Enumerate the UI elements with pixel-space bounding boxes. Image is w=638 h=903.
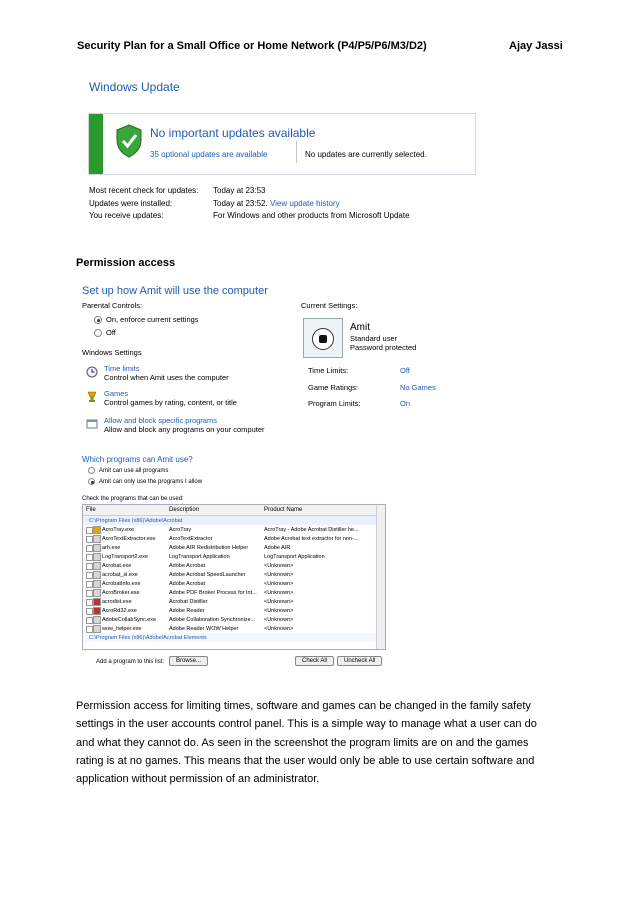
program-product-name: <Unknown> bbox=[264, 607, 294, 614]
program-description: Adobe Reader bbox=[169, 607, 205, 614]
table-row[interactable] bbox=[83, 624, 385, 633]
radio-icon[interactable] bbox=[88, 467, 95, 474]
selection-status: No updates are currently selected. bbox=[305, 150, 427, 159]
radio-icon[interactable] bbox=[94, 329, 102, 337]
program-file-icon bbox=[93, 544, 101, 552]
soccer-ball-icon bbox=[312, 328, 334, 350]
program-file-name: AcroTray.exe bbox=[102, 526, 135, 533]
program-product-name: LogTransport Application bbox=[264, 553, 325, 560]
option-label: Off bbox=[106, 328, 116, 337]
games-link[interactable]: Games bbox=[104, 389, 129, 398]
program-product-name: Adobe AIR bbox=[264, 544, 291, 551]
program-file-icon bbox=[93, 607, 101, 615]
info-value: For Windows and other products from Microsoft Update bbox=[213, 211, 410, 220]
program-file-name: AcrobatInfo.exe bbox=[102, 580, 141, 587]
program-product-name: AcroTray - Adobe Acrobat Distiller he... bbox=[264, 526, 359, 533]
table-row[interactable] bbox=[83, 615, 385, 624]
games-icon bbox=[86, 391, 98, 403]
program-file-icon bbox=[93, 553, 101, 561]
user-name: Amit bbox=[350, 322, 370, 333]
info-value: Today at 23:52. bbox=[213, 199, 268, 208]
table-row[interactable] bbox=[83, 597, 385, 606]
table-row[interactable] bbox=[83, 588, 385, 597]
body-paragraph: Permission access for limiting times, software and games can be changed in the family safety settings in the user accounts control panel. This is a simple way to manage what a user can do and what they cannot do. As seen in the screenshot the program limits are on and the games rating is at no games. This means that the user would only be able to use certain software and application without permission of an administrator. bbox=[76, 700, 537, 786]
program-file-icon bbox=[93, 598, 101, 606]
user-password-status: Password protected bbox=[350, 343, 417, 352]
browse-button[interactable]: Browse... bbox=[169, 656, 208, 666]
column-header-product[interactable]: Product Name bbox=[264, 507, 303, 513]
info-value: Today at 23:53 bbox=[213, 186, 266, 195]
table-row[interactable] bbox=[83, 525, 385, 534]
current-settings-label: Current Settings: bbox=[301, 301, 358, 310]
table-row[interactable] bbox=[83, 570, 385, 579]
program-description: Acrobat Distiller bbox=[169, 598, 208, 605]
program-checkbox[interactable] bbox=[86, 536, 93, 543]
time-limits-setting-value: Off bbox=[400, 366, 410, 375]
parental-on-option[interactable] bbox=[94, 315, 199, 324]
table-header bbox=[83, 505, 385, 516]
table-row[interactable] bbox=[83, 579, 385, 588]
info-row-installed bbox=[89, 199, 340, 208]
table-row[interactable] bbox=[83, 534, 385, 543]
program-file-name: acrodist.exe bbox=[102, 598, 132, 605]
uncheck-all-button[interactable]: Uncheck All bbox=[337, 656, 382, 666]
program-checkbox[interactable] bbox=[86, 617, 93, 624]
allow-block-programs-desc: Allow and block any programs on your computer bbox=[104, 425, 265, 434]
folder-row bbox=[83, 633, 385, 642]
column-header-file[interactable]: File bbox=[86, 507, 96, 513]
program-checkbox[interactable] bbox=[86, 599, 93, 606]
program-file-name: AcroBroker.exe bbox=[102, 589, 140, 596]
program-description: AcroTextExtractor bbox=[169, 535, 213, 542]
user-type: Standard user bbox=[350, 334, 398, 343]
author-name: Ajay Jassi bbox=[509, 40, 563, 52]
add-program-label: Add a program to this list: bbox=[96, 659, 165, 665]
game-ratings-setting-value: No Games bbox=[400, 383, 436, 392]
program-file-name: arh.exe bbox=[102, 544, 121, 551]
folder-path: C:\Program Files (x86)\Adobe\Acrobat Elements bbox=[89, 634, 207, 641]
program-checkbox[interactable] bbox=[86, 581, 93, 588]
game-ratings-setting-label: Game Ratings: bbox=[308, 383, 359, 392]
program-checkbox[interactable] bbox=[86, 545, 93, 552]
folder-row bbox=[83, 516, 385, 525]
info-row-receive bbox=[89, 211, 410, 220]
option-label: On, enforce current settings bbox=[106, 315, 199, 324]
program-limits-setting-label: Program Limits: bbox=[308, 399, 361, 408]
info-label: Most recent check for updates: bbox=[89, 186, 199, 195]
program-description: Adobe Acrobat SpeedLauncher bbox=[169, 571, 246, 578]
allow-all-option[interactable] bbox=[88, 467, 168, 474]
program-file-name: acrobat_sl.exe bbox=[102, 571, 138, 578]
program-product-name: <Unknown> bbox=[264, 580, 294, 587]
program-description: Adobe Reader WOW Helper bbox=[169, 625, 239, 632]
program-file-icon bbox=[93, 571, 101, 579]
program-product-name: <Unknown> bbox=[264, 571, 294, 578]
table-row[interactable] bbox=[83, 543, 385, 552]
radio-selected-icon[interactable] bbox=[88, 478, 95, 485]
program-description: Adobe PDF Broker Process for Int... bbox=[169, 589, 257, 596]
time-limits-setting-label: Time Limits: bbox=[308, 366, 349, 375]
check-programs-label: Check the programs that can be used: bbox=[82, 496, 184, 502]
program-checkbox[interactable] bbox=[86, 626, 93, 633]
program-product-name: <Unknown> bbox=[264, 598, 294, 605]
programs-icon bbox=[86, 418, 98, 430]
parental-off-option[interactable] bbox=[94, 328, 116, 337]
program-product-name: <Unknown> bbox=[264, 616, 294, 623]
program-description: AcroTray bbox=[169, 526, 192, 533]
option-label: Amit can use all programs bbox=[99, 468, 169, 475]
table-scrollbar[interactable] bbox=[376, 505, 385, 649]
table-row[interactable] bbox=[83, 552, 385, 561]
program-checkbox[interactable] bbox=[86, 608, 93, 615]
program-description: Adobe Acrobat bbox=[169, 580, 206, 587]
program-checkbox[interactable] bbox=[86, 554, 93, 561]
program-file-name: LogTransport2.exe bbox=[102, 553, 148, 560]
program-checkbox[interactable] bbox=[86, 572, 93, 579]
program-file-icon bbox=[93, 616, 101, 624]
programs-table bbox=[82, 504, 386, 650]
program-product-name: <Unknown> bbox=[264, 625, 294, 632]
document-title: Security Plan for a Small Office or Home Network (P4/P5/P6/M3/D2) bbox=[77, 40, 427, 52]
program-checkbox[interactable] bbox=[86, 563, 93, 570]
folder-path: C:\Program Files (x86)\Adobe\Acrobat bbox=[89, 517, 183, 524]
table-row[interactable] bbox=[83, 606, 385, 615]
program-checkbox[interactable] bbox=[86, 590, 93, 597]
view-update-history-link[interactable]: View update history bbox=[269, 199, 340, 208]
shield-check-icon bbox=[115, 124, 143, 158]
windows-settings-label: Windows Settings bbox=[82, 348, 142, 357]
program-file-name: AcroRd32.exe bbox=[102, 607, 137, 614]
programs-question: Which programs can Amit use? bbox=[82, 455, 193, 464]
program-file-name: AcroTextExtractor.exe bbox=[102, 535, 156, 542]
program-file-icon bbox=[93, 535, 101, 543]
radio-selected-icon[interactable] bbox=[94, 316, 102, 324]
program-description: Adobe Acrobat bbox=[169, 562, 206, 569]
family-safety-title: Set up how Amit will use the computer bbox=[82, 285, 268, 297]
games-desc: Control games by rating, content, or title bbox=[104, 398, 237, 407]
program-product-name: Adobe Acrobat text extractor for non-... bbox=[264, 535, 359, 542]
time-limits-desc: Control when Amit uses the computer bbox=[104, 373, 229, 382]
program-file-icon bbox=[93, 580, 101, 588]
program-rows bbox=[83, 525, 385, 633]
section-heading: Permission access bbox=[76, 257, 176, 269]
allow-block-programs-link[interactable]: Allow and block specific programs bbox=[104, 416, 217, 425]
option-label: Amit can only use the programs I allow bbox=[99, 479, 203, 486]
avatar bbox=[303, 318, 343, 358]
info-label: Updates were installed: bbox=[89, 199, 173, 208]
allow-selected-option[interactable] bbox=[88, 478, 202, 485]
program-checkbox[interactable] bbox=[86, 527, 93, 534]
table-row[interactable] bbox=[83, 561, 385, 570]
program-description: LogTransport Application bbox=[169, 553, 230, 560]
program-product-name: <Unknown> bbox=[264, 562, 294, 569]
time-limits-link[interactable]: Time limits bbox=[104, 364, 140, 373]
program-description: Adobe AIR Redistribution Helper bbox=[169, 544, 249, 551]
program-file-icon bbox=[93, 625, 101, 633]
program-file-name: AdobeCollabSync.exe bbox=[102, 616, 157, 623]
info-label: You receive updates: bbox=[89, 211, 164, 220]
program-product-name: <Unknown> bbox=[264, 589, 294, 596]
check-all-button[interactable]: Check All bbox=[295, 656, 334, 666]
info-row-last-check bbox=[89, 186, 266, 195]
info-value-group bbox=[213, 199, 340, 208]
program-file-icon bbox=[93, 526, 101, 534]
program-limits-setting-value: On bbox=[400, 399, 411, 408]
update-status-panel bbox=[88, 113, 476, 175]
windows-update-title: Windows Update bbox=[89, 80, 180, 94]
divider bbox=[296, 141, 297, 163]
program-file-icon bbox=[93, 562, 101, 570]
program-file-name: wow_helper.exe bbox=[102, 625, 142, 632]
program-description: Adobe Collaboration Synchronize... bbox=[169, 616, 256, 623]
program-file-name: Acrobat.exe bbox=[102, 562, 132, 569]
parental-controls-label: Parental Controls: bbox=[82, 301, 143, 310]
column-header-description[interactable]: Description bbox=[169, 507, 200, 513]
status-color-bar bbox=[89, 114, 103, 174]
update-status-heading: No important updates available bbox=[150, 126, 316, 140]
program-file-icon bbox=[93, 589, 101, 597]
clock-icon bbox=[86, 366, 98, 378]
optional-updates-link[interactable]: 35 optional updates are available bbox=[150, 150, 268, 159]
